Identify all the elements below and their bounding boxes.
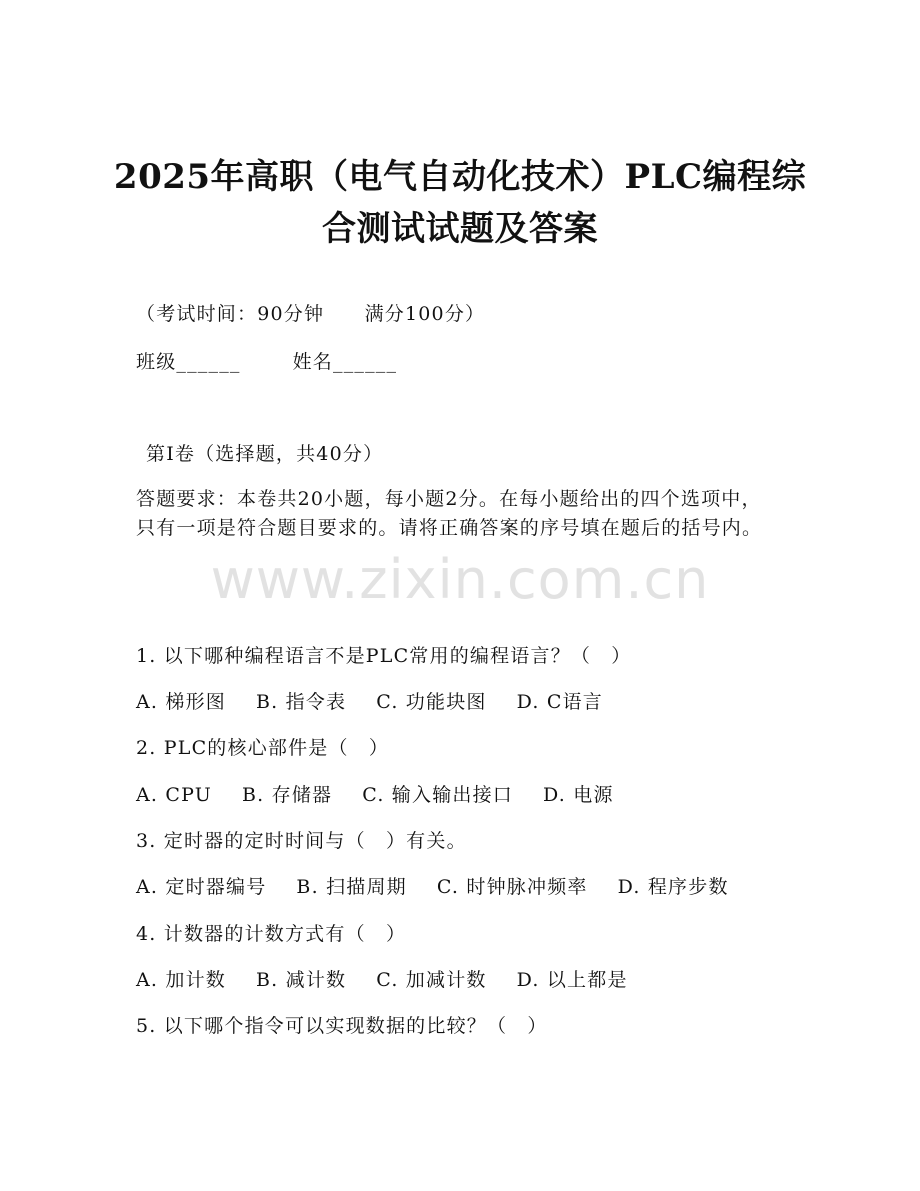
question-2-option-c: C. 输入输出接口 (362, 784, 514, 806)
section-title: 第I卷（选择题，共40分） (146, 443, 384, 465)
question-1-option-a: A. 梯形图 (136, 691, 227, 713)
question-3-option-a: A. 定时器编号 (136, 876, 267, 898)
question-4-option-a: A. 加计数 (136, 969, 227, 991)
question-1-stem: 1. 以下哪种编程语言不是PLC常用的编程语言？（ ） (136, 645, 632, 667)
question-1-options (136, 688, 603, 716)
question-3-option-b: B. 扫描周期 (296, 876, 407, 898)
question-1-option-d: D. C语言 (516, 691, 603, 713)
question-3-options (136, 873, 729, 901)
question-4-option-c: C. 加减计数 (376, 969, 487, 991)
name-field: 姓名______ (292, 351, 398, 373)
question-1-option-c: C. 功能块图 (376, 691, 487, 713)
instructions: 答题要求：本卷共20小题，每小题2分。在每小题给出的四个选项中，只有一项是符合题目要求的。请将正确答案的序号填在题后的括号内。 (136, 488, 763, 539)
question-3-stem: 3. 定时器的定时时间与（ ）有关。 (136, 830, 467, 852)
student-fields (136, 348, 397, 376)
question-3-option-d: D. 程序步数 (617, 876, 729, 898)
question-2-stem: 2. PLC的核心部件是（ ） (136, 737, 390, 759)
question-4-option-d: D. 以上都是 (516, 969, 628, 991)
question-1-option-b: B. 指令表 (256, 691, 347, 713)
class-field: 班级______ (136, 351, 241, 373)
question-2-option-a: A. CPU (136, 784, 213, 806)
watermark: www.zixin.com.cn (210, 548, 710, 611)
question-4-stem: 4. 计数器的计数方式有（ ） (136, 923, 407, 945)
question-3-option-c: C. 时钟脉冲频率 (436, 876, 588, 898)
document-title-line-1: 2025年高职（电气自动化技术）PLC编程综 (113, 157, 807, 197)
question-2-options (136, 781, 614, 809)
exam-info: （考试时间：90分钟 满分100分） (136, 303, 486, 325)
question-4-option-b: B. 减计数 (256, 969, 347, 991)
question-2-option-d: D. 电源 (543, 784, 614, 806)
question-2-option-b: B. 存储器 (242, 784, 333, 806)
document-title-line-2: 合测试试题及答案 (322, 209, 598, 249)
question-4-options (136, 966, 628, 994)
question-5-stem: 5. 以下哪个指令可以实现数据的比较？（ ） (136, 1015, 548, 1037)
